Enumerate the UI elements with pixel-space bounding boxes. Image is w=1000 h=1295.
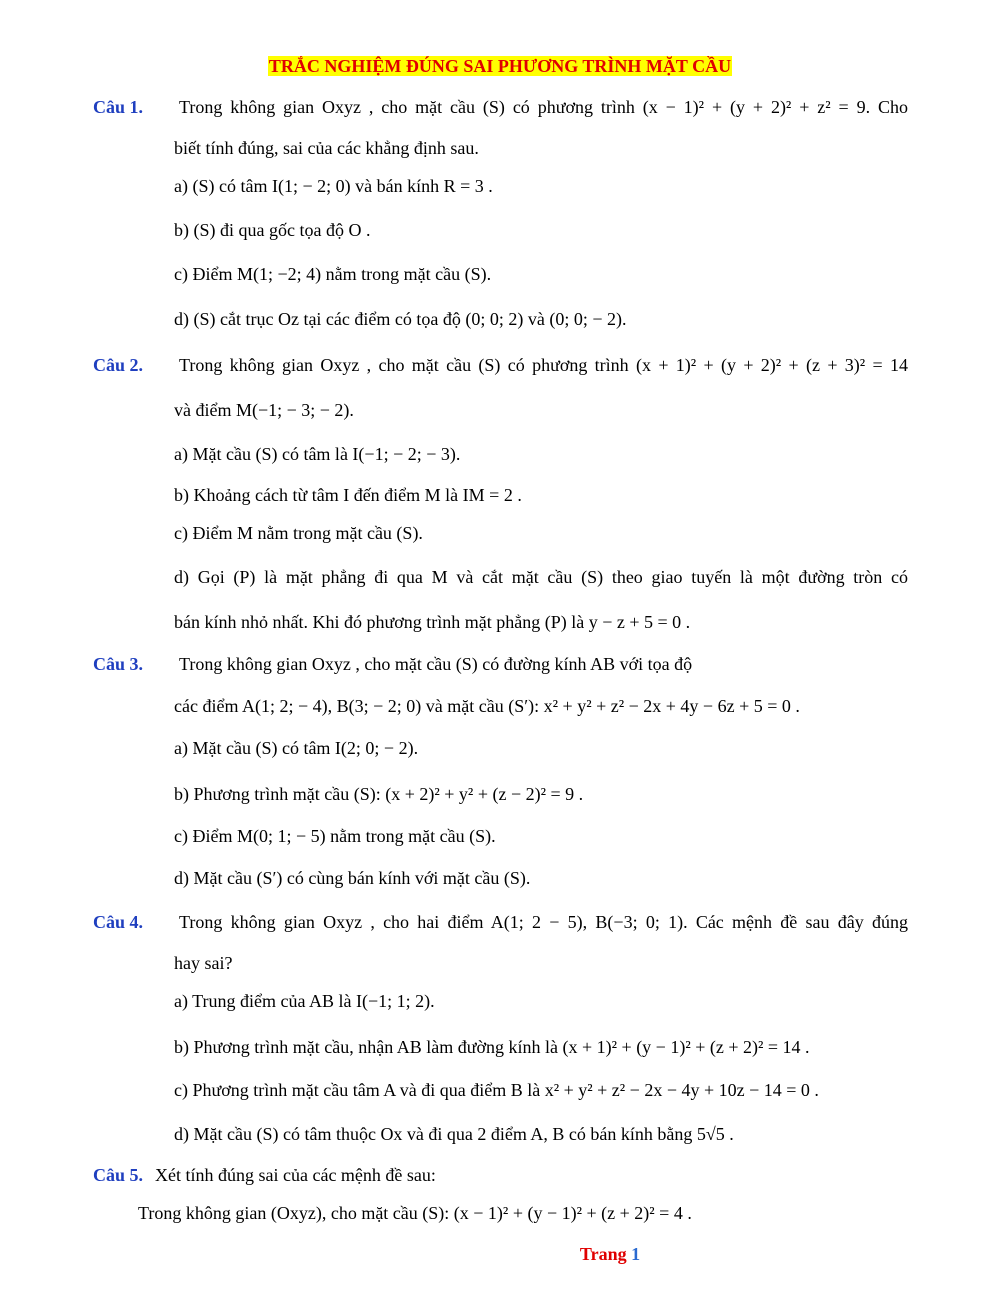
statement-c: c) Điểm M(0; 1; − 5) nằm trong mặt cầu (S). <box>174 826 496 846</box>
page-number: 1 <box>631 1244 641 1264</box>
statement-d: d) Mặt cầu (S′) có cùng bán kính với mặt cầu (S). <box>174 868 531 888</box>
question-stem-cont: hay sai? <box>174 953 233 973</box>
question-stem-cont: biết tính đúng, sai của các khẳng định sau. <box>174 138 479 158</box>
page-footer <box>0 1244 1000 1265</box>
statement-b: b) (S) đi qua gốc tọa độ O . <box>174 220 371 240</box>
statement-a: a) Mặt cầu (S) có tâm là I(−1; − 2; − 3). <box>174 444 461 464</box>
statement-b: b) Phương trình mặt cầu (S): (x + 2)² + y² + (z − 2)² = 9 . <box>174 784 584 804</box>
statement-d: d) Gọi (P) là mặt phẳng đi qua M và cắt mặt cầu (S) theo giao tuyến là một đường tròn có <box>174 567 908 587</box>
statement-b: b) Khoảng cách từ tâm I đến điểm M là IM = 2 . <box>174 485 522 505</box>
question-label: Câu 3. <box>93 654 144 674</box>
question-stem: Xét tính đúng sai của các mệnh đề sau: <box>155 1165 436 1185</box>
question-stem-cont: Trong không gian (Oxyz), cho mặt cầu (S): (x − 1)² + (y − 1)² + (z + 2)² = 4 . <box>138 1203 692 1223</box>
statement-c: c) Điểm M(1; −2; 4) nằm trong mặt cầu (S). <box>174 264 492 284</box>
statement-a: a) Mặt cầu (S) có tâm I(2; 0; − 2). <box>174 738 419 758</box>
statement-c: c) Phương trình mặt cầu tâm A và đi qua điểm B là x² + y² + z² − 2x − 4y + 10z − 14 = 0 . <box>174 1080 819 1100</box>
page-title: TRẮC NGHIỆM ĐÚNG SAI PHƯƠNG TRÌNH MẶT CẦU <box>268 56 732 76</box>
question-label: Câu 5. <box>93 1165 144 1185</box>
question-stem-cont: các điểm A(1; 2; − 4), B(3; − 2; 0) và mặt cầu (S′): x² + y² + z² − 2x + 4y − 6z + 5 = 0 . <box>174 696 800 716</box>
footer-word: Trang <box>579 1244 627 1264</box>
question-stem: Trong không gian Oxyz , cho hai điểm A(1; 2 − 5), B(−3; 0; 1). Các mệnh đề sau đây đúng <box>179 912 908 932</box>
statement-a: a) (S) có tâm I(1; − 2; 0) và bán kính R = 3 . <box>174 176 493 196</box>
statement-d: d) (S) cắt trục Oz tại các điểm có tọa độ (0; 0; 2) và (0; 0; − 2). <box>174 309 627 329</box>
question-label: Câu 4. <box>93 912 144 932</box>
question-stem: Trong không gian Oxyz , cho mặt cầu (S) có phương trình (x + 1)² + (y + 2)² + (z + 3)² = 14 <box>179 355 908 375</box>
question-label: Câu 1. <box>93 97 144 117</box>
statement-d: d) Mặt cầu (S) có tâm thuộc Ox và đi qua 2 điểm A, B có bán kính bằng 5√5 . <box>174 1124 734 1144</box>
statement-c: c) Điểm M nằm trong mặt cầu (S). <box>174 523 423 543</box>
statement-d-cont: bán kính nhỏ nhất. Khi đó phương trình mặt phẳng (P) là y − z + 5 = 0 . <box>174 612 691 632</box>
question-label: Câu 2. <box>93 355 144 375</box>
question-stem-cont: và điểm M(−1; − 3; − 2). <box>174 400 354 420</box>
statement-a: a) Trung điểm của AB là I(−1; 1; 2). <box>174 991 435 1011</box>
statement-b: b) Phương trình mặt cầu, nhận AB làm đường kính là (x + 1)² + (y − 1)² + (z + 2)² = 14 . <box>174 1037 810 1057</box>
question-stem: Trong không gian Oxyz , cho mặt cầu (S) có đường kính AB với tọa độ <box>179 654 693 674</box>
question-stem: Trong không gian Oxyz , cho mặt cầu (S) có phương trình (x − 1)² + (y + 2)² + z² = 9. Cho <box>179 97 908 117</box>
